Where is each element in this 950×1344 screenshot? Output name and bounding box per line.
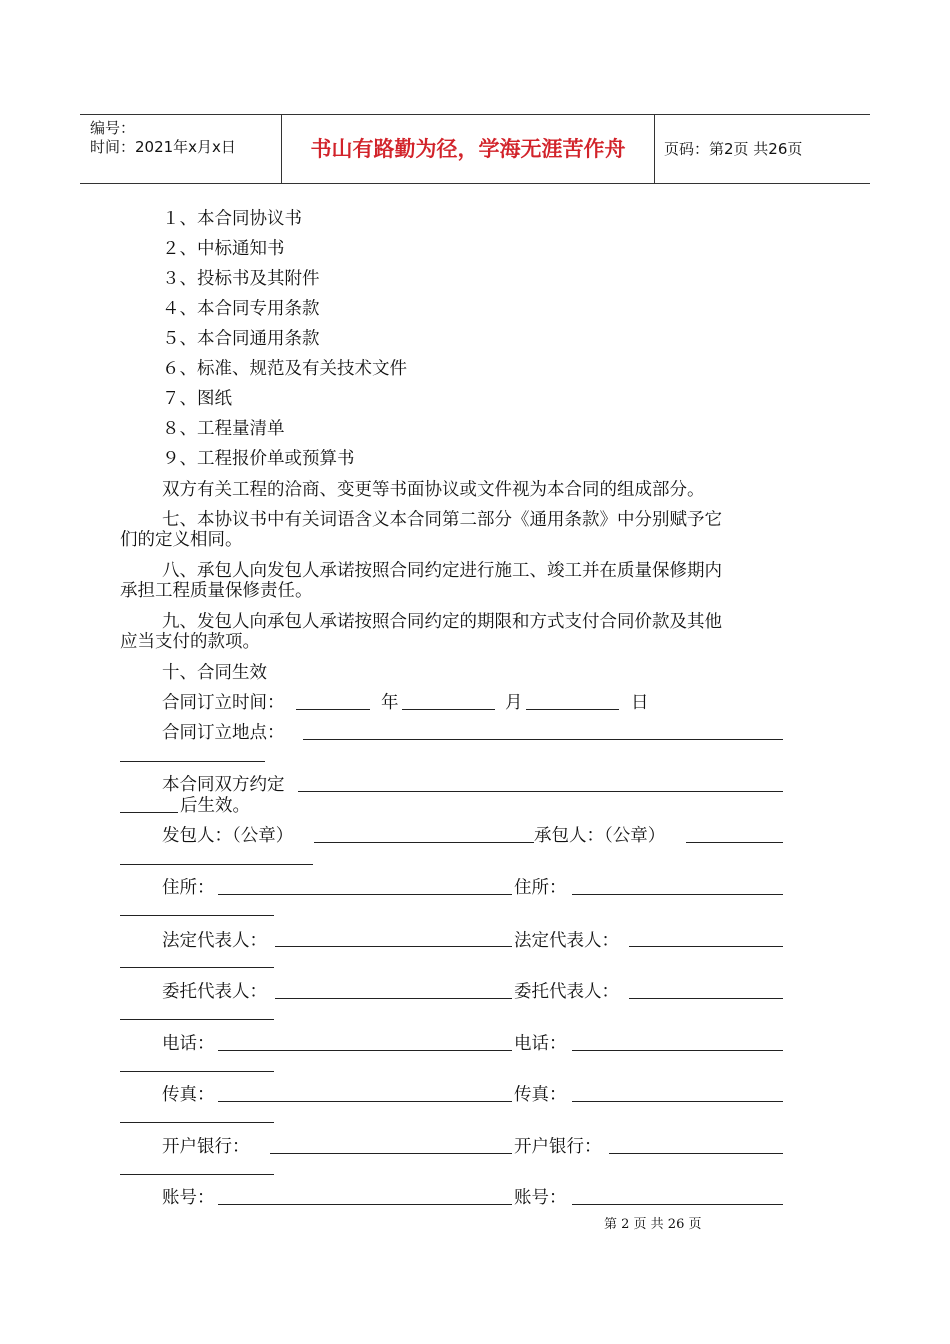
list-item: ３、投标书及其附件 — [162, 269, 320, 289]
contractor-legal-rep-label: 法定代表人： — [514, 931, 619, 951]
contractor-address-blank-cont[interactable] — [120, 915, 274, 916]
contractor-agent-label: 委托代表人： — [514, 982, 619, 1002]
contractor-phone-label: 电话： — [514, 1034, 567, 1054]
header-meta — [90, 119, 236, 157]
month-label: 月 — [505, 693, 523, 713]
time-label: 时间：2021年x月x日 — [90, 138, 236, 156]
page-header — [80, 114, 870, 184]
paragraph-nine-line1: 九、发包人向承包人承诺按照合同约定的期限和方式支付合同价款及其他 — [162, 612, 722, 632]
contractor-account-label: 账号： — [514, 1188, 567, 1208]
paragraph-eight-line2: 承担工程质量保修责任。 — [120, 581, 313, 601]
employer-address-label: 住所： — [162, 878, 215, 898]
paragraph-ten: 十、合同生效 — [162, 663, 267, 683]
contractor-agent-blank-cont[interactable] — [120, 1019, 274, 1020]
contractor-phone-blank-cont[interactable] — [120, 1071, 274, 1072]
page-footer: 第 2 页 共 26 页 — [604, 1217, 702, 1232]
year-blank[interactable] — [296, 709, 370, 710]
contractor-phone-blank[interactable] — [572, 1050, 783, 1051]
agree-label: 本合同双方约定 — [162, 775, 285, 795]
contractor-legal-rep-blank[interactable] — [629, 946, 783, 947]
contractor-blank[interactable] — [686, 842, 783, 843]
contractor-fax-blank-cont[interactable] — [120, 1122, 274, 1123]
employer-label: 发包人：（公章） — [162, 826, 294, 846]
sign-place-blank-cont[interactable] — [120, 761, 265, 762]
paragraph-eight-line1: 八、承包人向发包人承诺按照合同约定进行施工、竣工并在质量保修期内 — [162, 561, 722, 581]
employer-phone-blank[interactable] — [218, 1050, 512, 1051]
sign-time-label: 合同订立时间： — [162, 693, 285, 713]
month-blank[interactable] — [402, 709, 495, 710]
employer-phone-label: 电话： — [162, 1034, 215, 1054]
paragraph-composition: 双方有关工程的洽商、变更等书面协议或文件视为本合同的组成部分。 — [162, 480, 705, 500]
employer-address-blank[interactable] — [218, 894, 512, 895]
number-label: 编号： — [90, 119, 136, 137]
paragraph-seven-line2: 们的定义相同。 — [120, 530, 243, 550]
employer-account-label: 账号： — [162, 1188, 215, 1208]
contractor-bank-blank[interactable] — [609, 1153, 783, 1154]
employer-bank-blank[interactable] — [270, 1153, 512, 1154]
contractor-account-blank[interactable] — [572, 1204, 783, 1205]
day-label: 日 — [631, 693, 649, 713]
list-item: ２、中标通知书 — [162, 239, 285, 259]
agree-blank[interactable] — [298, 791, 783, 792]
sign-place-label: 合同订立地点： — [162, 723, 285, 743]
effect-label: 后生效。 — [180, 796, 250, 816]
paragraph-nine-line2: 应当支付的款项。 — [120, 632, 260, 652]
contractor-address-blank[interactable] — [572, 894, 783, 895]
header-motto: 书山有路勤为径，学海无涯苦作舟 — [310, 137, 626, 161]
contractor-bank-blank-cont[interactable] — [120, 1174, 274, 1175]
employer-account-blank[interactable] — [218, 1204, 512, 1205]
list-item: ８、工程量清单 — [162, 419, 285, 439]
contractor-bank-label: 开户银行： — [514, 1137, 602, 1157]
employer-bank-label: 开户银行： — [162, 1137, 250, 1157]
list-item: １、本合同协议书 — [162, 209, 302, 229]
list-item: ６、标准、规范及有关技术文件 — [162, 359, 407, 379]
list-item: ５、本合同通用条款 — [162, 329, 320, 349]
day-blank[interactable] — [526, 709, 619, 710]
header-divider-right — [654, 115, 655, 183]
employer-fax-blank[interactable] — [218, 1101, 512, 1102]
employer-legal-rep-label: 法定代表人： — [162, 931, 267, 951]
employer-agent-label: 委托代表人： — [162, 982, 267, 1002]
year-label: 年 — [381, 693, 399, 713]
contractor-fax-label: 传真： — [514, 1085, 567, 1105]
contractor-fax-blank[interactable] — [572, 1101, 783, 1102]
employer-fax-label: 传真： — [162, 1085, 215, 1105]
employer-blank[interactable] — [314, 842, 534, 843]
paragraph-seven-line1: 七、本协议书中有关词语含义本合同第二部分《通用条款》中分别赋予它 — [162, 510, 722, 530]
employer-legal-rep-blank[interactable] — [275, 946, 512, 947]
employer-agent-blank[interactable] — [275, 998, 512, 999]
contractor-agent-blank[interactable] — [629, 998, 783, 999]
list-item: ４、本合同专用条款 — [162, 299, 320, 319]
list-item: ７、图纸 — [162, 389, 232, 409]
agree-blank-cont[interactable] — [120, 812, 178, 813]
contractor-address-label: 住所： — [514, 878, 567, 898]
contractor-blank-cont[interactable] — [120, 864, 313, 865]
sign-place-blank[interactable] — [303, 739, 783, 740]
header-page-info: 页码：第2页 共26页 — [664, 140, 803, 158]
list-item: ９、工程报价单或预算书 — [162, 449, 355, 469]
contractor-legal-rep-blank-cont[interactable] — [120, 967, 274, 968]
contractor-label: 承包人：（公章） — [534, 826, 666, 846]
